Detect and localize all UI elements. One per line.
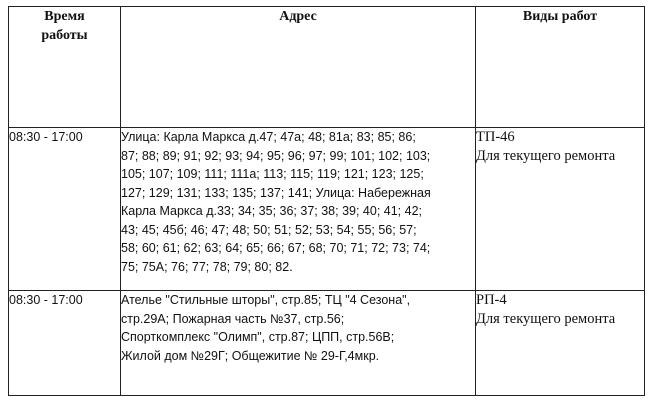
address-line: 75; 75А; 76; 77; 78; 79; 80; 82. xyxy=(121,259,293,274)
header-work: Виды работ xyxy=(476,7,645,128)
header-time xyxy=(9,7,121,128)
address-line: 58; 60; 61; 62; 63; 64; 65; 66; 67; 68; 70; 71; 72; 73; 74; xyxy=(121,241,431,255)
header-time-line2: работы xyxy=(41,28,88,43)
row-address xyxy=(121,128,476,291)
address-line: Спорткомплекс "Олимп", стр.87; ЦПП, стр.56В; xyxy=(121,330,395,344)
row-work xyxy=(476,128,645,291)
address-line: 43; 45; 45б; 46; 47; 48; 50; 51; 52; 53; 54; 55; 56; 57; xyxy=(121,222,417,237)
address-line: Жилой дом №29Г; Общежитие № 29-Г,4мкр. xyxy=(121,348,380,363)
address-line: Ателье "Стильные шторы", стр.85; ТЦ "4 Сезона", xyxy=(121,293,411,307)
work-type: Для текущего ремонта xyxy=(476,311,616,327)
header-address: Адрес xyxy=(121,7,476,128)
address-line: 87; 88; 89; 91; 92; 93; 94; 95; 96; 97; 99; 101; 102; 103; xyxy=(121,148,431,163)
row-time: 08:30 - 17:00 xyxy=(9,128,121,291)
table-row xyxy=(9,291,645,396)
address-line: 105; 107; 109; 111; 111а; 113; 115; 119; 121; 123; 125; xyxy=(121,167,424,181)
work-code: ТП-46 xyxy=(476,129,515,145)
address-line: 127; 129; 131; 133; 135; 137; 141; Улица: Набережная xyxy=(121,185,431,200)
header-time-line1: Время xyxy=(44,9,85,24)
row-address xyxy=(121,291,476,396)
table-header-row xyxy=(9,7,645,128)
address-line: стр.29А; Пожарная часть №37, стр.56; xyxy=(121,311,345,326)
work-type: Для текущего ремонта xyxy=(476,148,616,164)
table-row xyxy=(9,128,645,291)
address-line: Карла Маркса д.33; 34; 35; 36; 37; 38; 39; 40; 41; 42; xyxy=(121,204,423,218)
row-time: 08:30 - 17:00 xyxy=(9,291,121,396)
row-work xyxy=(476,291,645,396)
address-line: Улица: Карла Маркса д.47; 47а; 48; 81а; 83; 85; 86; xyxy=(121,130,416,144)
work-code: РП-4 xyxy=(476,292,507,308)
outage-schedule-table xyxy=(8,6,645,396)
